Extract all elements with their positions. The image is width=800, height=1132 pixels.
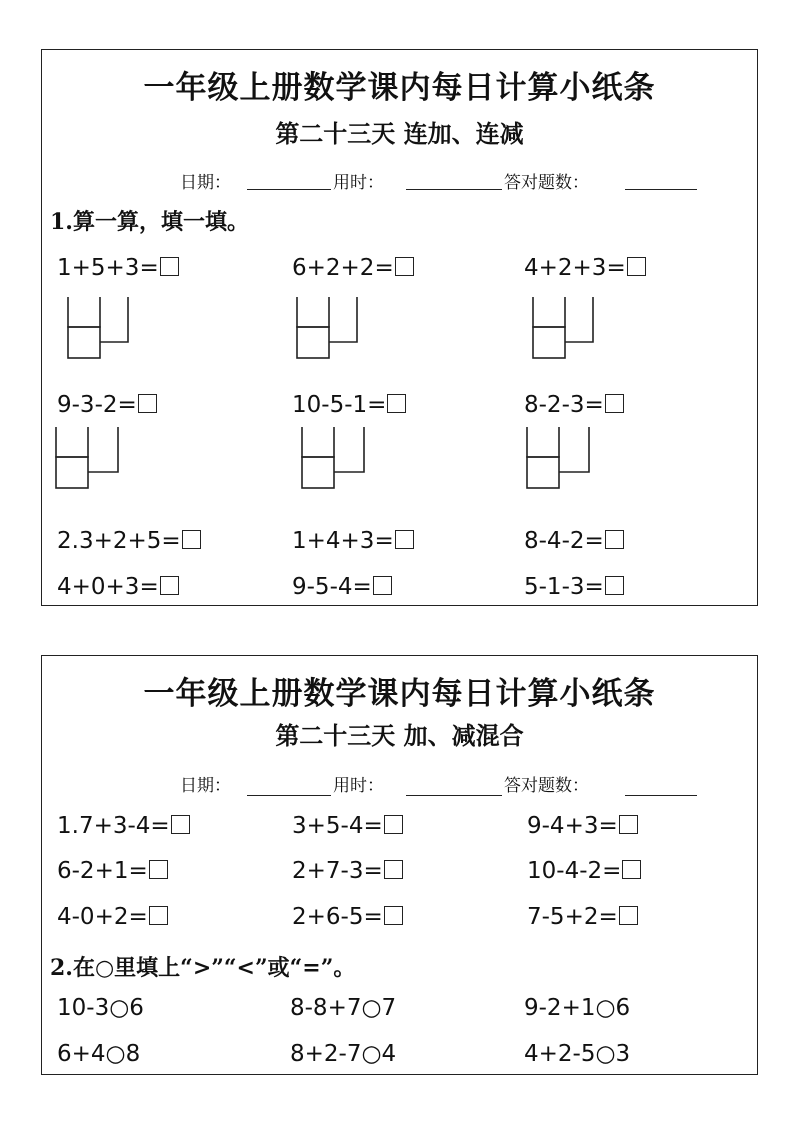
answer-box[interactable] xyxy=(622,860,641,879)
score-blank[interactable] xyxy=(625,189,697,190)
worksheet-card-1 xyxy=(41,49,758,606)
step-diagram xyxy=(54,427,126,497)
step-diagram xyxy=(525,427,597,497)
problem: 9-3-2= xyxy=(57,392,157,418)
problem: 1.7+3-4= xyxy=(57,813,190,839)
problem: 4-0+2= xyxy=(57,904,168,930)
worksheet-card-2 xyxy=(41,655,758,1075)
problem: 6-2+1= xyxy=(57,858,168,884)
answer-box[interactable] xyxy=(171,815,190,834)
answer-box[interactable] xyxy=(619,815,638,834)
step-box-result[interactable] xyxy=(68,327,100,358)
score-label: 答对题数： xyxy=(504,173,589,193)
answer-box[interactable] xyxy=(182,530,201,549)
time-label: 用时： xyxy=(333,776,384,796)
card2-title: 一年级上册数学课内每日计算小纸条 xyxy=(143,676,656,712)
answer-box[interactable] xyxy=(619,906,638,925)
answer-box[interactable] xyxy=(395,257,414,276)
date-blank[interactable] xyxy=(247,189,331,190)
answer-box[interactable] xyxy=(387,394,406,413)
problem: 1+5+3= xyxy=(57,255,179,281)
problem: 3+5-4= xyxy=(292,813,403,839)
score-blank[interactable] xyxy=(625,795,697,796)
problem: 2+6-5= xyxy=(292,904,403,930)
answer-box[interactable] xyxy=(384,815,403,834)
time-label: 用时： xyxy=(333,173,384,193)
step-box-result[interactable] xyxy=(302,457,334,488)
problem: 4+2+3= xyxy=(524,255,646,281)
answer-box[interactable] xyxy=(384,860,403,879)
score-label: 答对题数： xyxy=(504,776,589,796)
problem: 6+2+2= xyxy=(292,255,414,281)
answer-box[interactable] xyxy=(149,906,168,925)
problem: 10-5-1= xyxy=(292,392,406,418)
answer-box[interactable] xyxy=(138,394,157,413)
answer-box[interactable] xyxy=(160,576,179,595)
step-diagram xyxy=(531,297,603,367)
answer-box[interactable] xyxy=(384,906,403,925)
problem: 5-1-3= xyxy=(524,574,624,600)
problem: 8-4-2= xyxy=(524,528,624,554)
problem: 9-4+3= xyxy=(527,813,638,839)
problem: 2.3+2+5= xyxy=(57,528,201,554)
problem: 8-2-3= xyxy=(524,392,624,418)
compare-problem[interactable]: 9-2+1○6 xyxy=(524,995,631,1021)
problem: 4+0+3= xyxy=(57,574,179,600)
step-diagram xyxy=(300,427,372,497)
card1-title: 一年级上册数学课内每日计算小纸条 xyxy=(143,70,656,106)
date-blank[interactable] xyxy=(247,795,331,796)
answer-box[interactable] xyxy=(395,530,414,549)
compare-problem[interactable]: 4+2-5○3 xyxy=(524,1041,631,1067)
answer-box[interactable] xyxy=(627,257,646,276)
problem: 10-4-2= xyxy=(527,858,641,884)
answer-box[interactable] xyxy=(373,576,392,595)
answer-box[interactable] xyxy=(149,860,168,879)
compare-problem[interactable]: 6+4○8 xyxy=(57,1041,141,1067)
problem: 7-5+2= xyxy=(527,904,638,930)
section-1-heading: 1.算一算，填一填。 xyxy=(50,209,249,235)
date-label: 日期： xyxy=(180,173,231,193)
answer-box[interactable] xyxy=(605,530,624,549)
time-blank[interactable] xyxy=(406,189,502,190)
section-2-heading: 2.在○里填上“>”“<”或“=”。 xyxy=(50,955,356,981)
step-box-result[interactable] xyxy=(297,327,329,358)
answer-box[interactable] xyxy=(160,257,179,276)
date-label: 日期： xyxy=(180,776,231,796)
step-diagram xyxy=(66,297,138,367)
problem: 9-5-4= xyxy=(292,574,392,600)
compare-problem[interactable]: 10-3○6 xyxy=(57,995,144,1021)
problem: 2+7-3= xyxy=(292,858,403,884)
problem: 1+4+3= xyxy=(292,528,414,554)
time-blank[interactable] xyxy=(406,795,502,796)
answer-box[interactable] xyxy=(605,394,624,413)
card1-subtitle: 第二十三天 连加、连减 xyxy=(275,119,524,148)
compare-problem[interactable]: 8-8+7○7 xyxy=(290,995,397,1021)
answer-box[interactable] xyxy=(605,576,624,595)
step-box-result[interactable] xyxy=(56,457,88,488)
card2-subtitle: 第二十三天 加、减混合 xyxy=(275,721,524,750)
step-box-result[interactable] xyxy=(533,327,565,358)
step-box-result[interactable] xyxy=(527,457,559,488)
step-diagram xyxy=(295,297,367,367)
compare-problem[interactable]: 8+2-7○4 xyxy=(290,1041,397,1067)
